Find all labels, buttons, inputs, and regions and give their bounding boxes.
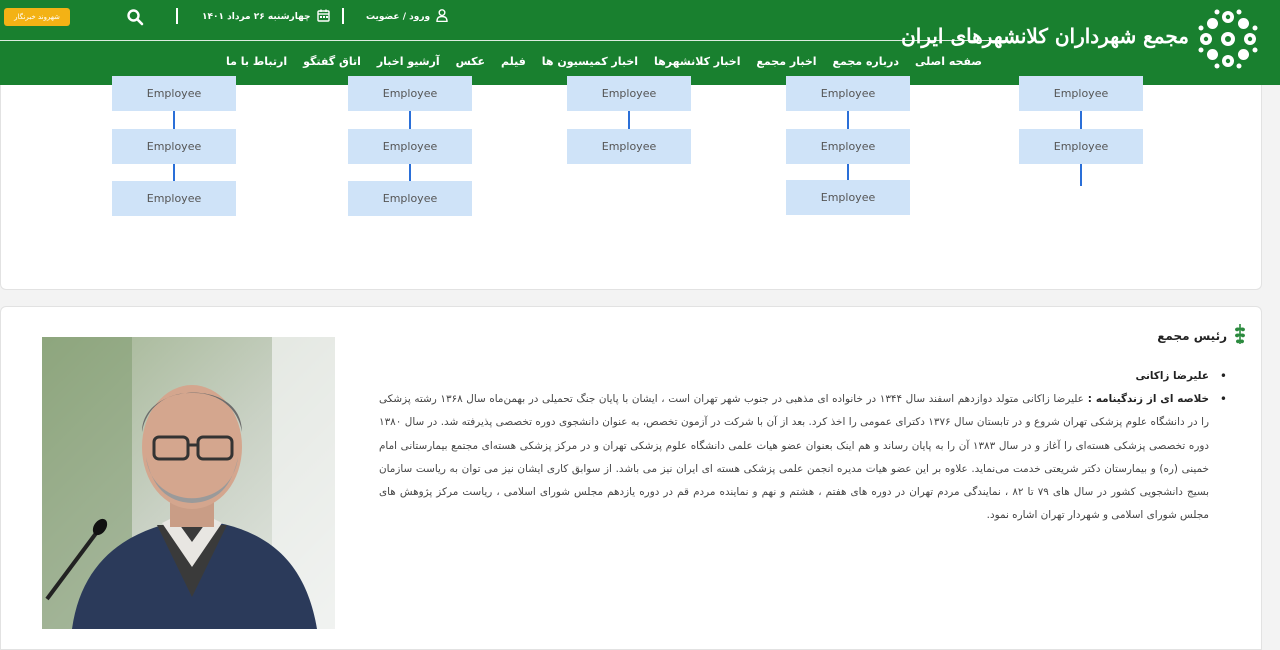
president-name: علیرضا زاکانی [1135, 370, 1209, 382]
nav-item-metropolis-news[interactable]: اخبار کلانشهرها [654, 54, 741, 68]
section-title-text: رئیس مجمع [1157, 328, 1227, 343]
president-photo [42, 337, 335, 629]
main-nav [226, 50, 982, 72]
summary-label: خلاصه ای از زندگینامه [1095, 393, 1210, 406]
divider [342, 8, 344, 24]
nav-item-chat-room[interactable]: اتاق گفتگو [303, 54, 361, 68]
divider [176, 8, 178, 24]
president-panel [0, 306, 1262, 650]
logo-emblem-icon [1197, 8, 1259, 70]
employee-box: Employee [348, 181, 472, 216]
employee-box: Employee [567, 76, 691, 111]
logo-text: مجمع شهرداران کلانشهرهای ایران [901, 24, 1189, 48]
employee-box: Employee [112, 129, 236, 164]
nav-item-video[interactable]: فیلم [501, 54, 526, 68]
connector-line [409, 164, 411, 181]
connector-line [409, 111, 411, 129]
nav-item-news-archive[interactable]: آرشیو اخبار [376, 54, 440, 68]
employee-box: Employee [1019, 76, 1143, 111]
employee-box: Employee [567, 129, 691, 164]
date-text: چهارشنبه ۲۶ مرداد ۱۴۰۱ [202, 12, 311, 22]
section-title [1157, 323, 1247, 348]
connector-line [1080, 111, 1082, 129]
nav-item-commission-news[interactable]: اخبار کمیسیون ها [541, 54, 639, 68]
search-icon[interactable] [126, 8, 144, 26]
employee-box: Employee [786, 180, 910, 215]
top-bar [0, 0, 1010, 36]
nav-item-assembly-news[interactable]: اخبار مجمع [756, 54, 817, 68]
bio-text [379, 365, 1209, 527]
header-rule [0, 40, 1008, 41]
employee-box: Employee [112, 181, 236, 216]
employee-box: Employee [786, 76, 910, 111]
connector-line [847, 164, 849, 180]
site-header [0, 0, 1280, 85]
citizen-reporter-button[interactable]: شهروند خبرنگار [4, 8, 70, 26]
connector-line [847, 111, 849, 129]
list-item [379, 365, 1209, 388]
nav-item-photo[interactable]: عکس [455, 54, 486, 68]
login-text: ورود / عضویت [366, 12, 431, 22]
leaf-icon [1233, 323, 1247, 348]
user-icon [436, 9, 448, 25]
employee-box: Employee [786, 129, 910, 164]
nav-item-about[interactable]: درباره مجمع [832, 54, 900, 68]
employee-box: Employee [112, 76, 236, 111]
nav-item-contact[interactable]: ارتباط با ما [226, 54, 288, 68]
nav-item-home[interactable]: صفحه اصلی [914, 54, 982, 68]
connector-line [173, 111, 175, 129]
date-display [202, 8, 330, 26]
calendar-icon [317, 9, 330, 25]
connector-line [1080, 164, 1082, 186]
employee-box: Employee [348, 129, 472, 164]
connector-line [628, 111, 630, 129]
summary-text: علیرضا زاکانی متولد دوازدهم اسفند سال ۱۳۴۴ در خانواده ای مذهبی در جنوب شهر تهران است ، ایشان با پایان جنگ تحمیلی در بهمن‌ماه سال ۱۳۶۸ رشته پزشکی را در دانشگاه علوم پزشکی تهران شروع و در تابستان سال ۱۳۷۶ دکترای عمومی را اخذ کرد. بعد از آن با شرکت در آزمون تخصص، به عنوان دانشجوی دوره تخصصی پذیرفته شد. در سال ۱۳۸۰ دوره تخصصی پزشکی هسته‌ای را آغاز و در سال ۱۳۸۳ آن را به پایان رساند و هم اینک بعنوان عضو هیات علمی دانشگاه علوم پزشکی تهران و در مرکز پزشکی هسته‌ای مجتمع بیمارستانی امام خمینی (ره) و بیمارستان دکتر شریعتی خدمت می‌نماید. علاوه بر این عضو هیات مدیره انجمن علمی پزشکی هسته ای ایران نیز می باشد. از سوابق کاری ایشان نیز می توان به ریاست سازمان بسیج دانشجویی کشور در سال های ۷۹ تا ۸۲ ، نمایندگی مردم تهران در دوره های هفتم ، هشتم و نهم و نماینده مردم قم در دوره یازدهم مجلس شورای اسلامی ، ریاست مرکز پژوهش های مجلس شورای اسلامی و شهردار تهران اشاره نمود. [379, 393, 1210, 522]
connector-line [173, 164, 175, 181]
list-item: • خلاصه ای از زندگینامه : علیرضا زاکانی متولد دوازدهم اسفند سال ۱۳۴۴ در خانواده ای مذهبی در جنوب شهر تهران است ، ایشان با پایان جنگ تحمیلی در بهمن‌ماه سال ۱۳۶۸ رشته پزشکی را در دانشگاه علوم پزشکی تهران شروع و در تابستان سال ۱۳۷۶ دکترای عمومی را اخذ کرد. بعد از آن با شرکت در آزمون تخصص، به عنوان دانشجوی دوره تخصصی پذیرفته شد. در سال ۱۳۸۰ دوره تخصصی پزشکی هسته‌ای را آغاز و در سال ۱۳۸۳ آن را به پایان رساند و هم اینک بعنوان عضو هیات علمی دانشگاه علوم پزشکی تهران و در مرکز پزشکی هسته‌ای مجتمع بیمارستانی امام خمینی (ره) و بیمارستان دکتر شریعتی خدمت می‌نماید. علاوه بر این عضو هیات مدیره انجمن علمی پزشکی هسته ای ایران نیز می باشد. از سوابق کاری ایشان نیز می توان به ریاست سازمان بسیج دانشجویی کشور در سال های ۷۹ تا ۸۲ ، نمایندگی مردم تهران در دوره های هفتم ، هشتم و نهم و نماینده مردم قم در دوره یازدهم مجلس شورای اسلامی ، ریاست مرکز پژوهش های مجلس شورای اسلامی و شهردار تهران اشاره نمود. [379, 388, 1209, 527]
login-link[interactable] [366, 8, 448, 26]
employee-box: Employee [1019, 129, 1143, 164]
employee-box: Employee [348, 76, 472, 111]
org-chart-panel [0, 85, 1262, 290]
